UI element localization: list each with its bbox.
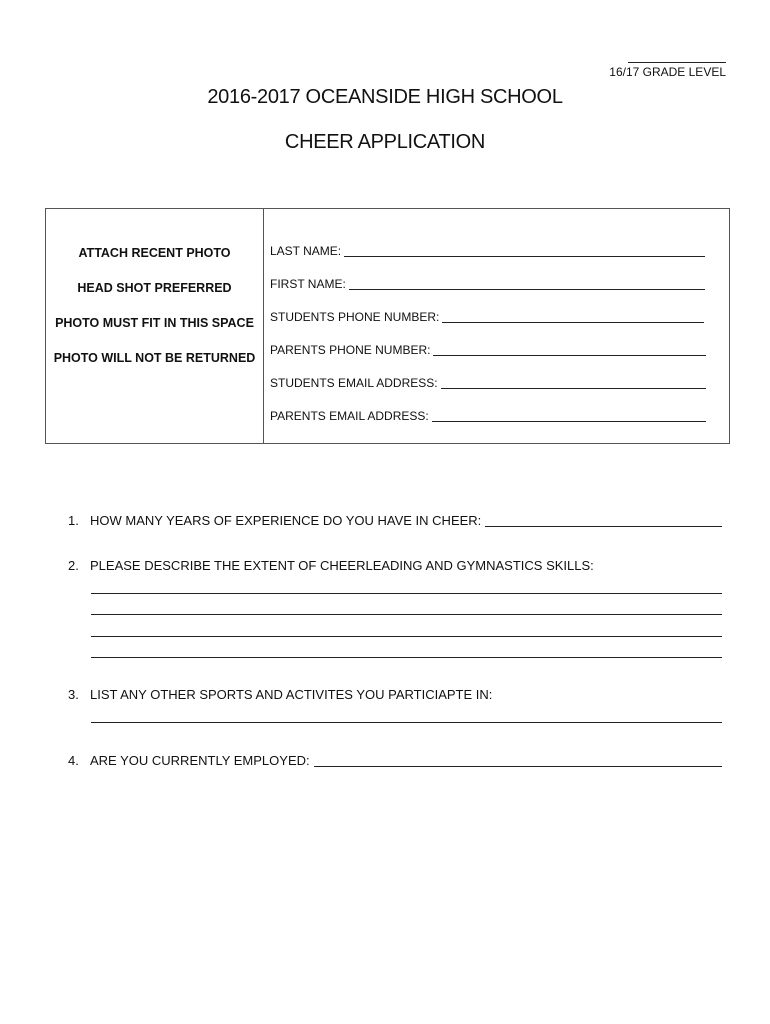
parents-email-field[interactable] xyxy=(270,409,706,423)
last-name-label: LAST NAME: xyxy=(270,244,342,258)
first-name-label: FIRST NAME: xyxy=(270,277,346,291)
page-title: 2016-2017 OCEANSIDE HIGH SCHOOL xyxy=(207,86,563,108)
photo-instruction-attach: ATTACH RECENT PHOTO xyxy=(78,246,231,260)
question-1-text: HOW MANY YEARS OF EXPERIENCE DO YOU HAVE IN CHEER: xyxy=(90,513,482,528)
question-3-answer-line[interactable] xyxy=(91,722,722,723)
students-email-label: STUDENTS EMAIL ADDRESS: xyxy=(270,376,438,390)
grade-level-label: 16/17 GRADE LEVEL xyxy=(609,65,726,79)
parents-phone-field[interactable] xyxy=(270,343,706,357)
question-1 xyxy=(68,513,722,528)
photo-instruction-not-returned: PHOTO WILL NOT BE RETURNED xyxy=(53,351,256,365)
photo-instruction-headshot: HEAD SHOT PREFERRED xyxy=(77,281,232,295)
parents-phone-label: PARENTS PHONE NUMBER: xyxy=(270,343,431,357)
first-name-field[interactable] xyxy=(270,277,705,291)
students-phone-label: STUDENTS PHONE NUMBER: xyxy=(270,310,440,324)
parents-email-input[interactable] xyxy=(432,409,706,422)
question-2-number: 2. xyxy=(68,558,79,573)
question-2-answer-line-4[interactable] xyxy=(91,657,722,658)
question-3-number: 3. xyxy=(68,687,79,702)
question-2-answer-line-2[interactable] xyxy=(91,614,722,615)
students-phone-field[interactable] xyxy=(270,310,704,324)
question-3-text: LIST ANY OTHER SPORTS AND ACTIVITES YOU PARTICIAPTE IN: xyxy=(90,687,493,702)
question-4 xyxy=(68,753,722,768)
parents-email-label: PARENTS EMAIL ADDRESS: xyxy=(270,409,429,423)
question-4-text: ARE YOU CURRENTLY EMPLOYED: xyxy=(90,753,310,768)
parents-phone-input[interactable] xyxy=(433,343,706,356)
photo-instruction-fit: PHOTO MUST FIT IN THIS SPACE xyxy=(55,316,254,330)
page-subtitle: CHEER APPLICATION xyxy=(284,131,486,153)
question-1-number: 1. xyxy=(68,513,79,528)
last-name-input[interactable] xyxy=(344,244,705,257)
students-email-field[interactable] xyxy=(270,376,706,390)
question-2-answer-line-1[interactable] xyxy=(91,593,722,594)
grade-level-input-line[interactable] xyxy=(628,62,726,63)
question-3 xyxy=(68,687,722,702)
question-4-number: 4. xyxy=(68,753,79,768)
info-box-divider xyxy=(263,208,264,444)
question-4-answer-line[interactable] xyxy=(314,754,722,767)
question-2-text: PLEASE DESCRIBE THE EXTENT OF CHEERLEADING AND GYMNASTICS SKILLS: xyxy=(90,558,594,573)
question-2 xyxy=(68,558,722,573)
first-name-input[interactable] xyxy=(349,277,705,290)
last-name-field[interactable] xyxy=(270,244,705,258)
students-email-input[interactable] xyxy=(441,376,706,389)
question-2-answer-line-3[interactable] xyxy=(91,636,722,637)
students-phone-input[interactable] xyxy=(442,310,704,323)
question-1-answer-line[interactable] xyxy=(485,514,722,527)
